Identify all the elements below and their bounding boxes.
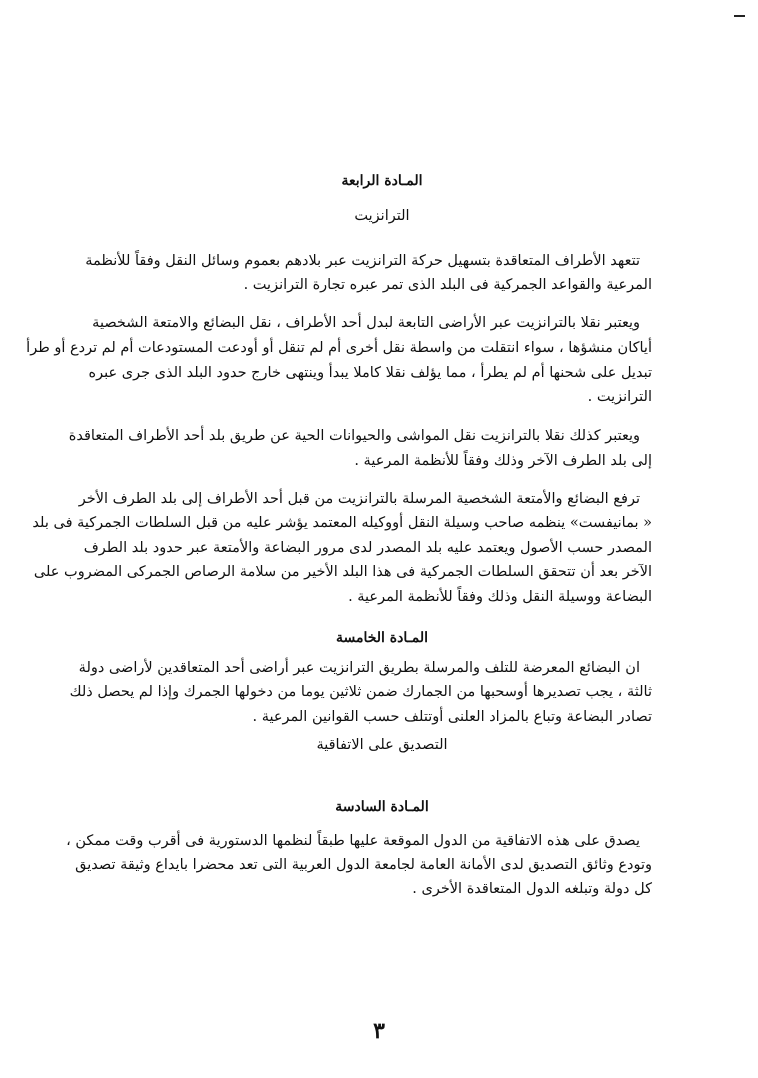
paragraph-line: البضاعة ووسيلة النقل وذلك وفقاً للأنظمة المرعية . [348, 589, 652, 605]
page-number: ٣ [373, 1018, 385, 1044]
article-4-subheading: الترانزيت [354, 208, 410, 224]
article-6-heading: المـادة السادسة [335, 799, 429, 815]
paragraph-line: ترفع البضائع والأمتعة الشخصية المرسلة بالترانزيت من قبل أحد الأطراف إلى بلد الطرف الأخر [78, 491, 640, 507]
paragraph-line: المرعية والقواعد الجمركية فى البلد الذى تمر عبره تجارة الترانزيت . [243, 277, 652, 293]
paragraph-line: الآخر بعد أن تتحقق السلطات الجمركية فى هذا البلد الأخير من سلامة الرصاص الجمركى المضروب على [33, 564, 652, 580]
article-5-heading: المـادة الخامسة [335, 630, 428, 646]
paragraph-line: « بمانيفست» ينظمه صاحب وسيلة النقل أووكيله المعتمد يؤشر عليه من قبل السلطات الجمركية فى بلد [32, 515, 652, 531]
paragraph-line: المصدر حسب الأصول ويعتمد عليه بلد المصدر لدى مرور البضاعة والأمتعة عبر حدود بلد الطرف [83, 540, 652, 556]
paragraph-line: وتودع وثائق التصديق لدى الأمانة العامة لجامعة الدول العربية التى تعد محضرا بايداع وثيقة تصديق [75, 857, 652, 873]
page-edge-mark [734, 15, 745, 17]
paragraph-line: تصادر البضاعة وتباع بالمزاد العلنى أوتتلف حسب القوانين المرعية . [252, 709, 652, 725]
paragraph-line: الترانزيت . [587, 389, 652, 405]
paragraph-line: تبديل على شحنها أم لم يطرأ ، مما يؤلف نقلا كاملا يبدأ وينتهى خارج حدود البلد الذى جرى عبره [88, 365, 652, 381]
paragraph-line: تتعهد الأطراف المتعاقدة بتسهيل حركة الترانزيت عبر بلادهم بعموم وسائل النقل وفقاً للأنظمة [85, 253, 640, 269]
paragraph-line: إلى بلد الطرف الآخر وذلك وفقاً للأنظمة المرعية . [354, 453, 652, 469]
paragraph-line: أياكان منشؤها ، سواء انتقلت من واسطة نقل أخرى أم لم تنقل أو أودعت المستودعات أم لم تردع أو طرأ [26, 340, 652, 356]
paragraph-line: ويعتبر كذلك نقلا بالترانزيت نقل المواشى والحيوانات الحية عن طريق بلد أحد الأطراف المتعاقدة [68, 428, 640, 444]
paragraph-line: يصدق على هذه الاتفاقية من الدول الموقعة عليها طبقاً لنظمها الدستورية فى أقرب وقت ممكن ، [66, 833, 640, 849]
article-4-heading: المـادة الرابعة [341, 173, 423, 189]
paragraph-line: ان البضائع المعرضة للتلف والمرسلة بطريق الترانزيت عبر أراضى أحد المتعاقدين لأراضى دولة [78, 660, 640, 676]
paragraph-line: كل دولة وتبلغه الدول المتعاقدة الأخرى . [412, 881, 652, 897]
paragraph-line: ويعتبر نقلا بالترانزيت عبر الأراضى التابعة لبدل أحد الأطراف ، نقل البضائع والامتعة الشخصية [92, 315, 640, 331]
ratification-title: التصديق على الاتفاقية [316, 737, 448, 753]
paragraph-line: ثالثة ، يجب تصديرها أوسحبها من الجمارك ضمن ثلاثين يوما من دخولها الجمرك وإذا لم يحصل ذلك [69, 684, 652, 700]
